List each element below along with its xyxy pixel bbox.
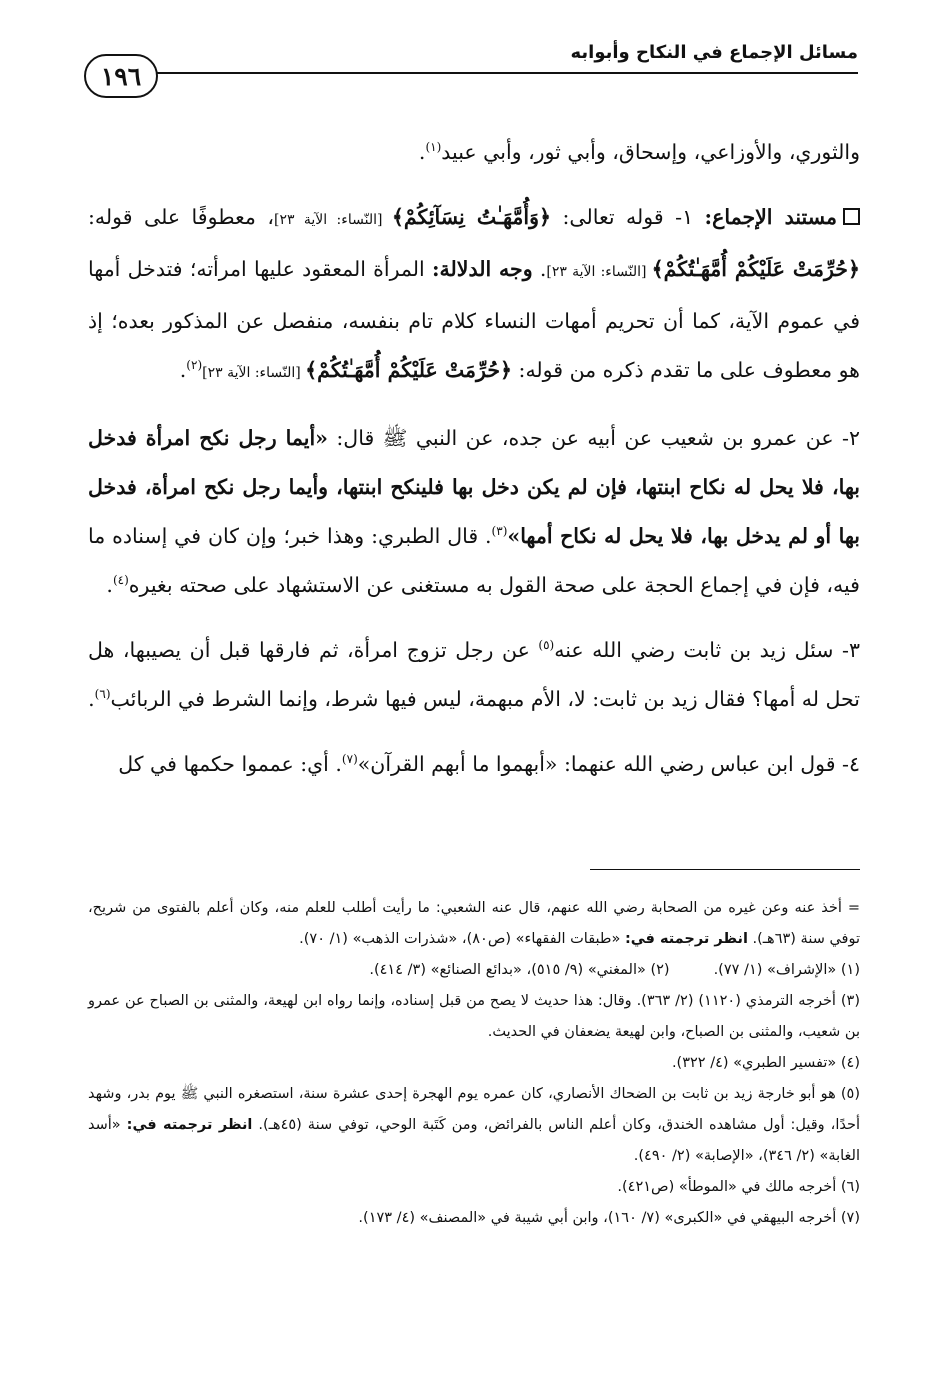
footnotes (88, 893, 860, 1234)
p3-a: ٣- سئل زيد بن ثابت رضي الله عنه (554, 638, 860, 662)
running-title: مسائل الإجماع في النكاح وأبوابه (570, 42, 858, 63)
hadith-text: «أيما رجل نكح امرأة فدخل بها، فلا يحل له نكاح ابنتها، فإن لم يكن دخل بها فلينكح ابنتها، وأيما رجل نكح امرأة، فدخل بها أو لم يدخل بها، فلا يحل له نكاح أمها» (88, 426, 860, 548)
footnote-ref-6: (٦) (94, 687, 111, 702)
ayah-1: ﴿وَأُمَّهَـٰتُ نِسَآئِكُمْ﴾ (391, 205, 552, 229)
evidence-label: مستند الإجماع: (704, 205, 837, 229)
p2-b: . قال الطبري: وهذا خبر؛ وإن كان في إسناده ما فيه، فإن في إجماع الحجة على صحة القول به مستغنى عن الاستشهاد على صحته بغيره (88, 524, 860, 597)
ayah-ref-1: [النّساء: الآية ٢٣] (273, 212, 392, 228)
p4-b: . أي: عمموا حكمها في كل (118, 752, 342, 776)
footnote-3: (٣) أخرجه الترمذي (١١٢٠) (٢/ ٣٦٣). وقال: هذا حديث لا يصح من قبل إسناده، وإنما رواه ابن لهيعة، والمثنى بن الصباح عن عمرو بن شعيب، والمثنى بن الصباح، وابن لهيعة يضعفان في الحديث. (88, 993, 860, 1040)
page-number: ١٩٦ (84, 54, 158, 98)
footnote-continuation (88, 893, 860, 955)
footnote-ref-7: (٧) (341, 752, 358, 767)
page-header (84, 40, 858, 110)
ayah-2: ﴿حُرِّمَتْ عَلَيْكُمْ أُمَّهَـٰتُكُمْ﴾ (651, 257, 860, 281)
p1-b: ، معطوفًا على قوله: (88, 205, 274, 229)
fn-cont-label: انظر ترجمته في: (624, 931, 748, 947)
footnote-ref-3: (٣) (491, 524, 508, 539)
fn5-label: انظر ترجمته في: (126, 1117, 253, 1133)
paragraph-hadith (88, 414, 860, 610)
footnote-1: (١) «الإشراف» (١/ ٧٧). (713, 962, 860, 978)
fn5-b: «أسد الغابة» (٢/ ٣٤٦)، «الإصابة» (٢/ ٤٩٠). (88, 1117, 860, 1164)
indication-label: وجه الدلالة: (431, 257, 533, 281)
p1-d: المرأة المعقود عليها امرأته؛ فتدخل أمها في عموم الآية، كما أن تحريم أمهات النساء كلام تام بنفسه، منفصل عن المذكور بعده؛ إذ هو معطوف على ما تقدم ذكره من قوله: (88, 257, 860, 382)
footnote-4: (٤) «تفسير الطبري» (٤/ ٣٢٢). (671, 1055, 860, 1071)
period: . (106, 573, 113, 597)
p0-text: والثوري، والأوزاعي، وإسحاق، وأبي ثور، وأبي عبيد (441, 140, 860, 164)
footnote-2: (٢) «المغني» (٩/ ٥١٥)، «بدائع الصنائع» (٣/ ٤١٤). (369, 962, 670, 978)
period: . (179, 358, 187, 382)
paragraph-0 (88, 128, 860, 177)
paragraph-ibn-abbas (88, 740, 860, 789)
p1-c: . (532, 257, 547, 281)
footnote-row-1-2 (88, 955, 860, 986)
p3-b: عن رجل تزوج امرأة، ثم فارقها قبل أن يصيبها، هل تحل له أمها؟ فقال زيد بن ثابت: لا، الأم مبهمة، ليس فيها شرط، وإنما الشرط في الربائب (88, 638, 860, 711)
period: . (418, 140, 426, 164)
footnote-7: (٧) أخرجه البيهقي في «الكبرى» (٧/ ١٦٠)، وابن أبي شيبة في «المصنف» (٤/ ١٧٣). (358, 1210, 860, 1226)
fn-cont-b: «طبقات الفقهاء» (ص٨٠)، «شذرات الذهب» (١/ ٧٠). (299, 931, 625, 947)
footnote-separator (590, 869, 860, 870)
fn-cont-a: = أخذ عنه وعن غيره من الصحابة رضي الله عنهم، قال عنه الشعبي: ما رأيت أطلب للعلم منه، وكان أعلم بالفتوى من شريح، توفي سنة (٦٣هـ). (88, 900, 860, 947)
ayah-ref-3: [النّساء: الآية ٢٣] (202, 365, 306, 381)
paragraph-zaid (88, 626, 860, 724)
p2-a: ٢- عن عمرو بن شعيب عن أبيه عن جده، عن النبي ﷺ قال: (327, 426, 860, 450)
footnote-5 (88, 1079, 860, 1172)
ayah-ref-2: [النّساء: الآية ٢٣] (546, 264, 652, 280)
main-text (88, 128, 860, 789)
footnote-6: (٦) أخرجه مالك في «الموطأ» (ص٤٢١). (617, 1179, 860, 1195)
fn5-a: (٥) هو أبو خارجة زيد بن ثابت بن الضحاك الأنصاري، كان عمره يوم الهجرة إحدى عشرة سنة، استصغره النبي ﷺ يوم بدر، وشهد أحدًا، وقيل: أول مشاهده الخندق، وكان أعلم الناس بالفرائض، ومن كَتَبة الوحي، توفي سنة (٤٥هـ). (88, 1086, 860, 1133)
square-bullet-icon (843, 208, 860, 225)
p1-a: ١- قوله تعالى: (551, 205, 705, 229)
header-rule (156, 72, 858, 74)
footnote-ref-2: (٢) (186, 358, 203, 373)
footnote-ref-4: (٤) (112, 573, 129, 588)
period: . (88, 687, 95, 711)
footnote-ref-5: (٥) (538, 638, 555, 653)
p4-a: ٤- قول ابن عباس رضي الله عنهما: «أبهموا ما أبهم القرآن» (357, 752, 860, 776)
footnote-ref-1: (١) (425, 140, 442, 155)
ayah-3: ﴿حُرِّمَتْ عَلَيْكُمْ أُمَّهَـٰتُكُمْ﴾ (305, 358, 513, 382)
paragraph-evidence (88, 193, 860, 398)
